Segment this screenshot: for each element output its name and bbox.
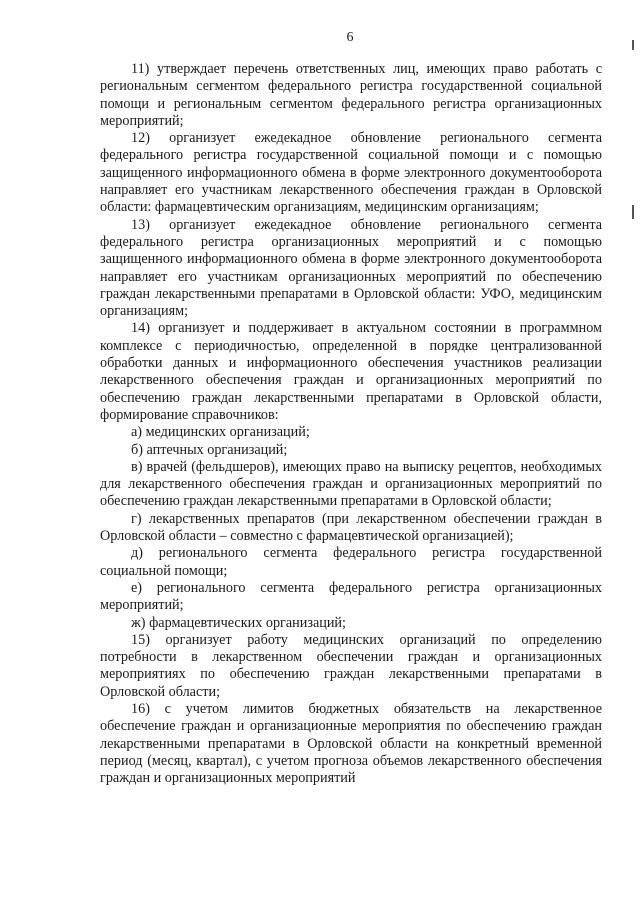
paragraph-15: 15) организует работу медицинских организаций по определению потребности в лекарственном обеспечении граждан и организационных мероприятиях по обеспечению граждан лекарственными препаратами в Орловской области;	[100, 631, 602, 700]
list-item-g: г) лекарственных препаратов (при лекарственном обеспечении граждан в Орловской области – совместно с фармацевтической организацией);	[100, 510, 602, 545]
list-item-b: б) аптечных организаций;	[131, 441, 288, 458]
document-body	[100, 61, 602, 787]
paragraph-13: 13) организует ежедекадное обновление регионального сегмента федерального регистра организационных мероприятий и с помощью защищенного информационного обмена в форме электронного документооборота направляет его участникам организационных мероприятий по обеспечению граждан лекарственными препаратами в Орловской области: УФО, медицинским организациям;	[100, 216, 602, 320]
list-item-e: е) регионального сегмента федерального регистра организационных мероприятий;	[100, 579, 602, 614]
list-item-a: а) медицинских организаций;	[131, 424, 310, 441]
paragraph-12: 12) организует ежедекадное обновление регионального сегмента федерального регистра государственной социальной помощи и с помощью защищенного информационного обмена в форме электронного документооборота направляет его участникам лекарственного обеспечения граждан в Орловской области: фармацевтическим организациям, медицинским организациям;	[100, 130, 602, 216]
paragraph-11: 11) утверждает перечень ответственных лиц, имеющих право работать с региональным сегментом федерального регистра государственной социальной помощи и региональным сегментом федерального регистра организационных мероприятий;	[100, 61, 602, 129]
list-item-v: в) врачей (фельдшеров), имеющих право на выписку рецептов, необходимых для лекарственного обеспечения граждан и организационных мероприятий по обеспечению граждан лекарственными препаратами в Орловской области;	[100, 458, 602, 510]
scan-edge-mark	[632, 40, 634, 50]
paragraph-16: 16) с учетом лимитов бюджетных обязательств на лекарственное обеспечение граждан и организационные мероприятия по обеспечению граждан лекарственными препаратами в Орловской области на конкретный временной период (месяц, квартал), с учетом прогноза объемов лекарственного обеспечения граждан и организационных мероприятий	[100, 700, 602, 787]
paragraph-14: 14) организует и поддерживает в актуальном состоянии в программном комплексе с периодичностью, определенной в порядке централизованной обработки данных и информационного обеспечения участников реализации лекарственного обеспечения граждан и организационных мероприятий по обеспечению граждан лекарственными препаратами в Орловской области, формирование справочников:	[100, 320, 602, 423]
list-item-d: д) регионального сегмента федерального регистра государственной социальной помощи;	[100, 545, 602, 579]
page-number: 6	[346, 30, 354, 45]
scan-edge-mark	[632, 205, 634, 219]
list-item-zh: ж) фармацевтических организаций;	[131, 614, 346, 631]
